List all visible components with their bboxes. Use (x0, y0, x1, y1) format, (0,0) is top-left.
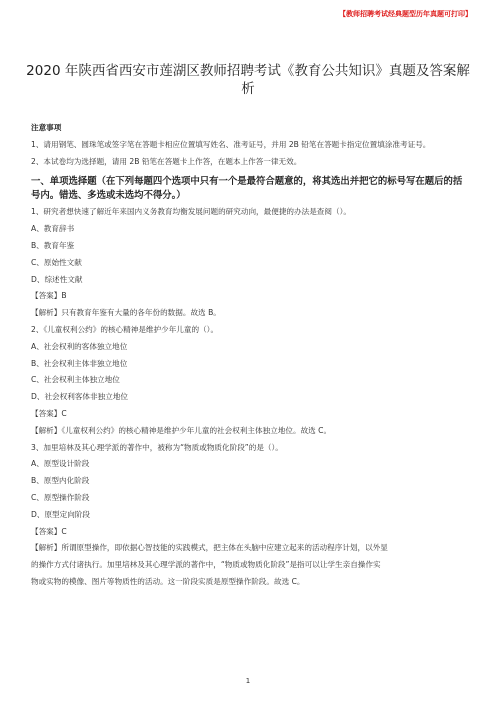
question-stem: 2、《儿童权利公约》的核心精神是维护少年儿童的（）。 (31, 324, 219, 334)
analysis-line: 物或实物的模像、图片等物质性的活动。这一阶段实质是原型操作阶段。故选 C。 (31, 576, 305, 586)
page-title: 2020 年陕西省西安市莲湖区教师招聘考试《教育公共知识》真题及答案解析 (26, 63, 470, 97)
notice-item: 2、本试卷均为选择题，请用 2B 铅笔在答题卡上作答，在题本上作答一律无效。 (31, 156, 302, 166)
document-body (31, 123, 470, 587)
question-option: C、社会权利主体独立地位 (31, 375, 120, 385)
analysis-line: 的操作方式付诸执行。加里培林及其心理学派的著作中，“物质或物质化阶段”是指可以让学生亲自操作实 (31, 560, 381, 570)
answer-line: 【答案】B (31, 291, 67, 301)
notice-item: 1、请用钢笔、圆珠笔或签字笔在答题卡相应位置填写姓名、准考证号，并用 2B 铅笔在答题卡指定位置填涂准考证号。 (31, 139, 431, 149)
question-option: A、社会权利的客体独立地位 (31, 341, 128, 351)
question-option: A、原型设计阶段 (31, 459, 90, 469)
question-stem: 1、研究者想快速了解近年来国内义务教育均衡发展问题的研究动向，最便捷的办法是查阅（）。 (31, 207, 351, 217)
answer-line: 【答案】C (31, 526, 67, 536)
question-option: D、综述性文献 (31, 274, 83, 284)
question-option: C、原型操作阶段 (31, 492, 90, 502)
question-option: B、原型内化阶段 (31, 476, 90, 486)
section-title: 一、单项选择题（在下列每题四个选项中只有一个是最符合题意的，将其选出并把它的标号写在题后的括号内。错选、多选或未选均不得分。） (31, 176, 463, 202)
question-option: B、社会权利主体非独立地位 (31, 358, 128, 368)
analysis-line: 【解析】只有教育年鉴有大量的各年份的数据。故选 B。 (31, 308, 221, 318)
question-stem: 3、加里培林及其心理学派的著作中，被称为“物质或物质化阶段”的是（）。 (31, 442, 283, 452)
answer-line: 【答案】C (31, 408, 67, 418)
question-option: C、原始性文献 (31, 257, 82, 267)
question-option: D、原型定向阶段 (31, 509, 91, 519)
analysis-line: 【解析】所谓原型操作，即依据心智技能的实践模式，把主体在头脑中应建立起来的活动程序计划，以外显 (31, 543, 388, 553)
question-option: D、社会权利客体非独立地位 (31, 392, 128, 402)
page-number: 1 (245, 677, 251, 685)
question-option: B、教育年鉴 (31, 240, 75, 250)
analysis-line: 【解析】《儿童权利公约》的核心精神是维护少年儿童的社会权利主体独立地位。故选 C。 (31, 425, 332, 435)
header-note: 【教师招聘考试经典题型历年真题可打印】 (339, 10, 472, 18)
notice-heading: 注意事项 (31, 123, 62, 132)
question-option: A、教育辞书 (31, 224, 75, 234)
